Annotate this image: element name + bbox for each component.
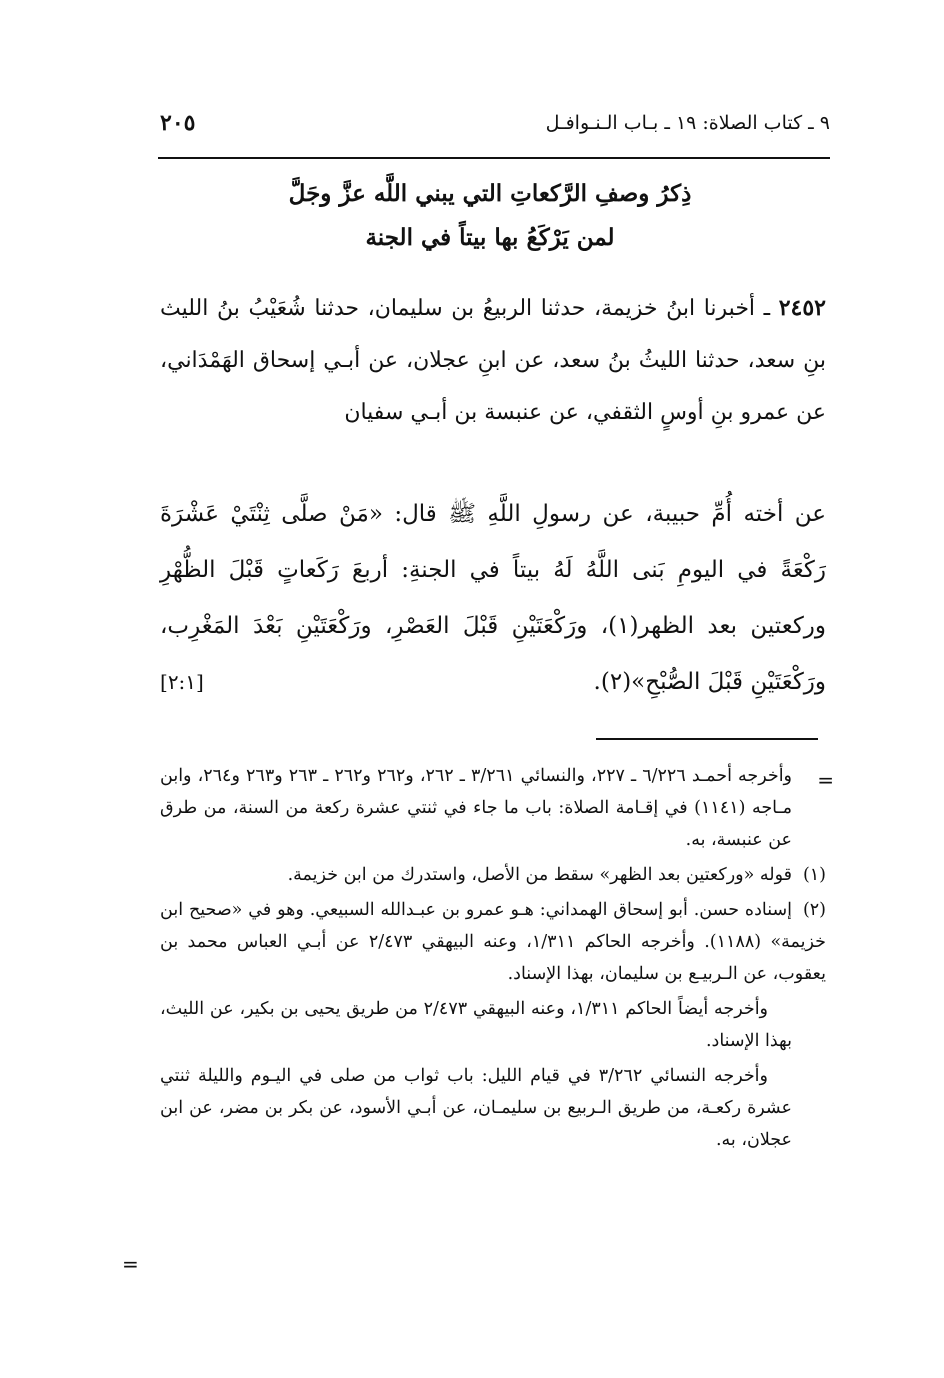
footnote-2-text-1: إسناده حسن. أبو إسحاق الهمداني: هـو عمرو بن عبـدالله السبيعي. وهو في «صحيح ابن خزيمة» (١١٨٨). وأخرجه الحاكم ١/٣١١، وعنه البيهقي ٢/٤٧٣ عن أبـي العباس محمد بن يعقوب، عن الـربيـع بن سليمان، بهذا الإسناد. bbox=[160, 900, 826, 984]
footnote-1-number: (١) bbox=[802, 865, 826, 885]
footnote-divider bbox=[596, 738, 818, 740]
section-title-line-1: ذِكرُ وصفِ الرَّكعاتِ التي يبني اللَّه عزَّ وجَلَّ bbox=[288, 180, 692, 207]
section-title-line-2: لمن يَرْكَعُ بها بيتاً في الجنة bbox=[365, 224, 615, 251]
footnotes bbox=[160, 760, 826, 1159]
continuation-mark-bottom: = bbox=[122, 1252, 139, 1276]
footnote-2-number: (٢) bbox=[802, 900, 826, 920]
page-header bbox=[150, 112, 830, 152]
section-title bbox=[150, 172, 830, 260]
footnote-continued bbox=[160, 760, 826, 856]
hadith-reference: [٢:١] bbox=[160, 670, 204, 694]
footnote-2 bbox=[160, 894, 826, 990]
continuation-mark-top: = bbox=[817, 768, 834, 792]
hadith-matn bbox=[160, 486, 826, 710]
chapter-heading: ٩ ـ كتاب الصلاة: ١٩ ـ بـاب الـنـوافـل bbox=[545, 112, 830, 134]
isnad-text: ـ أخبرنا ابنُ خزيمة، حدثنا الربيعُ بن سليمان، حدثنا شُعَيْبُ بنُ الليث بنِ سعد، حدثنا الليثُ بنُ سعد، عن ابنِ عجلان، عن أبـي إسحاق الهَمْدَاني، عن عمرو بنِ أوسٍ الثقفي، عن عنبسة بن أبـي سفيان bbox=[160, 296, 826, 425]
footnote-2-paragraph-2: وأخرجه أيضاً الحاكم ١/٣١١، وعنه البيهقي ٢/٤٧٣ من طريق يحيى بن بكير، عن الليث، بهذا الإسناد. bbox=[160, 999, 792, 1051]
header-divider bbox=[158, 157, 830, 159]
footnote-2-paragraph-3: وأخرجه النسائي ٣/٢٦٢ في قيام الليل: باب ثواب من صلى في اليـوم والليلة ثنتي عشرة ركعـة، من طريق الـربيع بن سليمـان، عن أبـي الأسود، عن بكر بن مضر، عن ابن عجلان، به. bbox=[160, 1066, 792, 1150]
matn-text: عن أخته أُمِّ حبيبة، عن رسولِ اللَّهِ ﷺ قال: «مَنْ صلَّى ثِنْتَيْ عَشْرَةَ رَكْعَةً في اليومِ بَنى اللَّهُ لَهُ بيتاً في الجنةِ: أربعَ رَكَعاتٍ قَبْلَ الظُّهْرِ وركعتين بعد الظهر(١)، ورَكْعَتَيْنِ قَبْلَ العَصْرِ، ورَكْعَتَيْنِ بَعْدَ المَغْرِب، ورَكْعَتَيْنِ قَبْلَ الصُّبْحِ»(٢). bbox=[160, 501, 827, 695]
footnote-continued-text: وأخرجه أحمـد ٦/٢٢٦ ـ ٢٢٧، والنسائي ٣/٢٦١ ـ ٢٦٢، و٢٦٢ و٢٦٢ ـ ٢٦٣ و٢٦٣ و٢٦٤، وابن مـاجه (١١٤١) في إقـامة الصلاة: باب ما جاء في ثنتي عشرة ركعة من السنة، من طرق عن عنبسة، به. bbox=[160, 766, 793, 850]
hadith-isnad bbox=[160, 282, 826, 439]
hadith-number: ٢٤٥٢ bbox=[778, 295, 826, 321]
footnote-1 bbox=[160, 859, 826, 891]
footnote-1-text: قوله «وركعتين بعد الظهر» سقط من الأصل، واستدرك من ابن خزيمة. bbox=[287, 865, 792, 885]
page-number: ٢٠٥ bbox=[160, 110, 196, 136]
